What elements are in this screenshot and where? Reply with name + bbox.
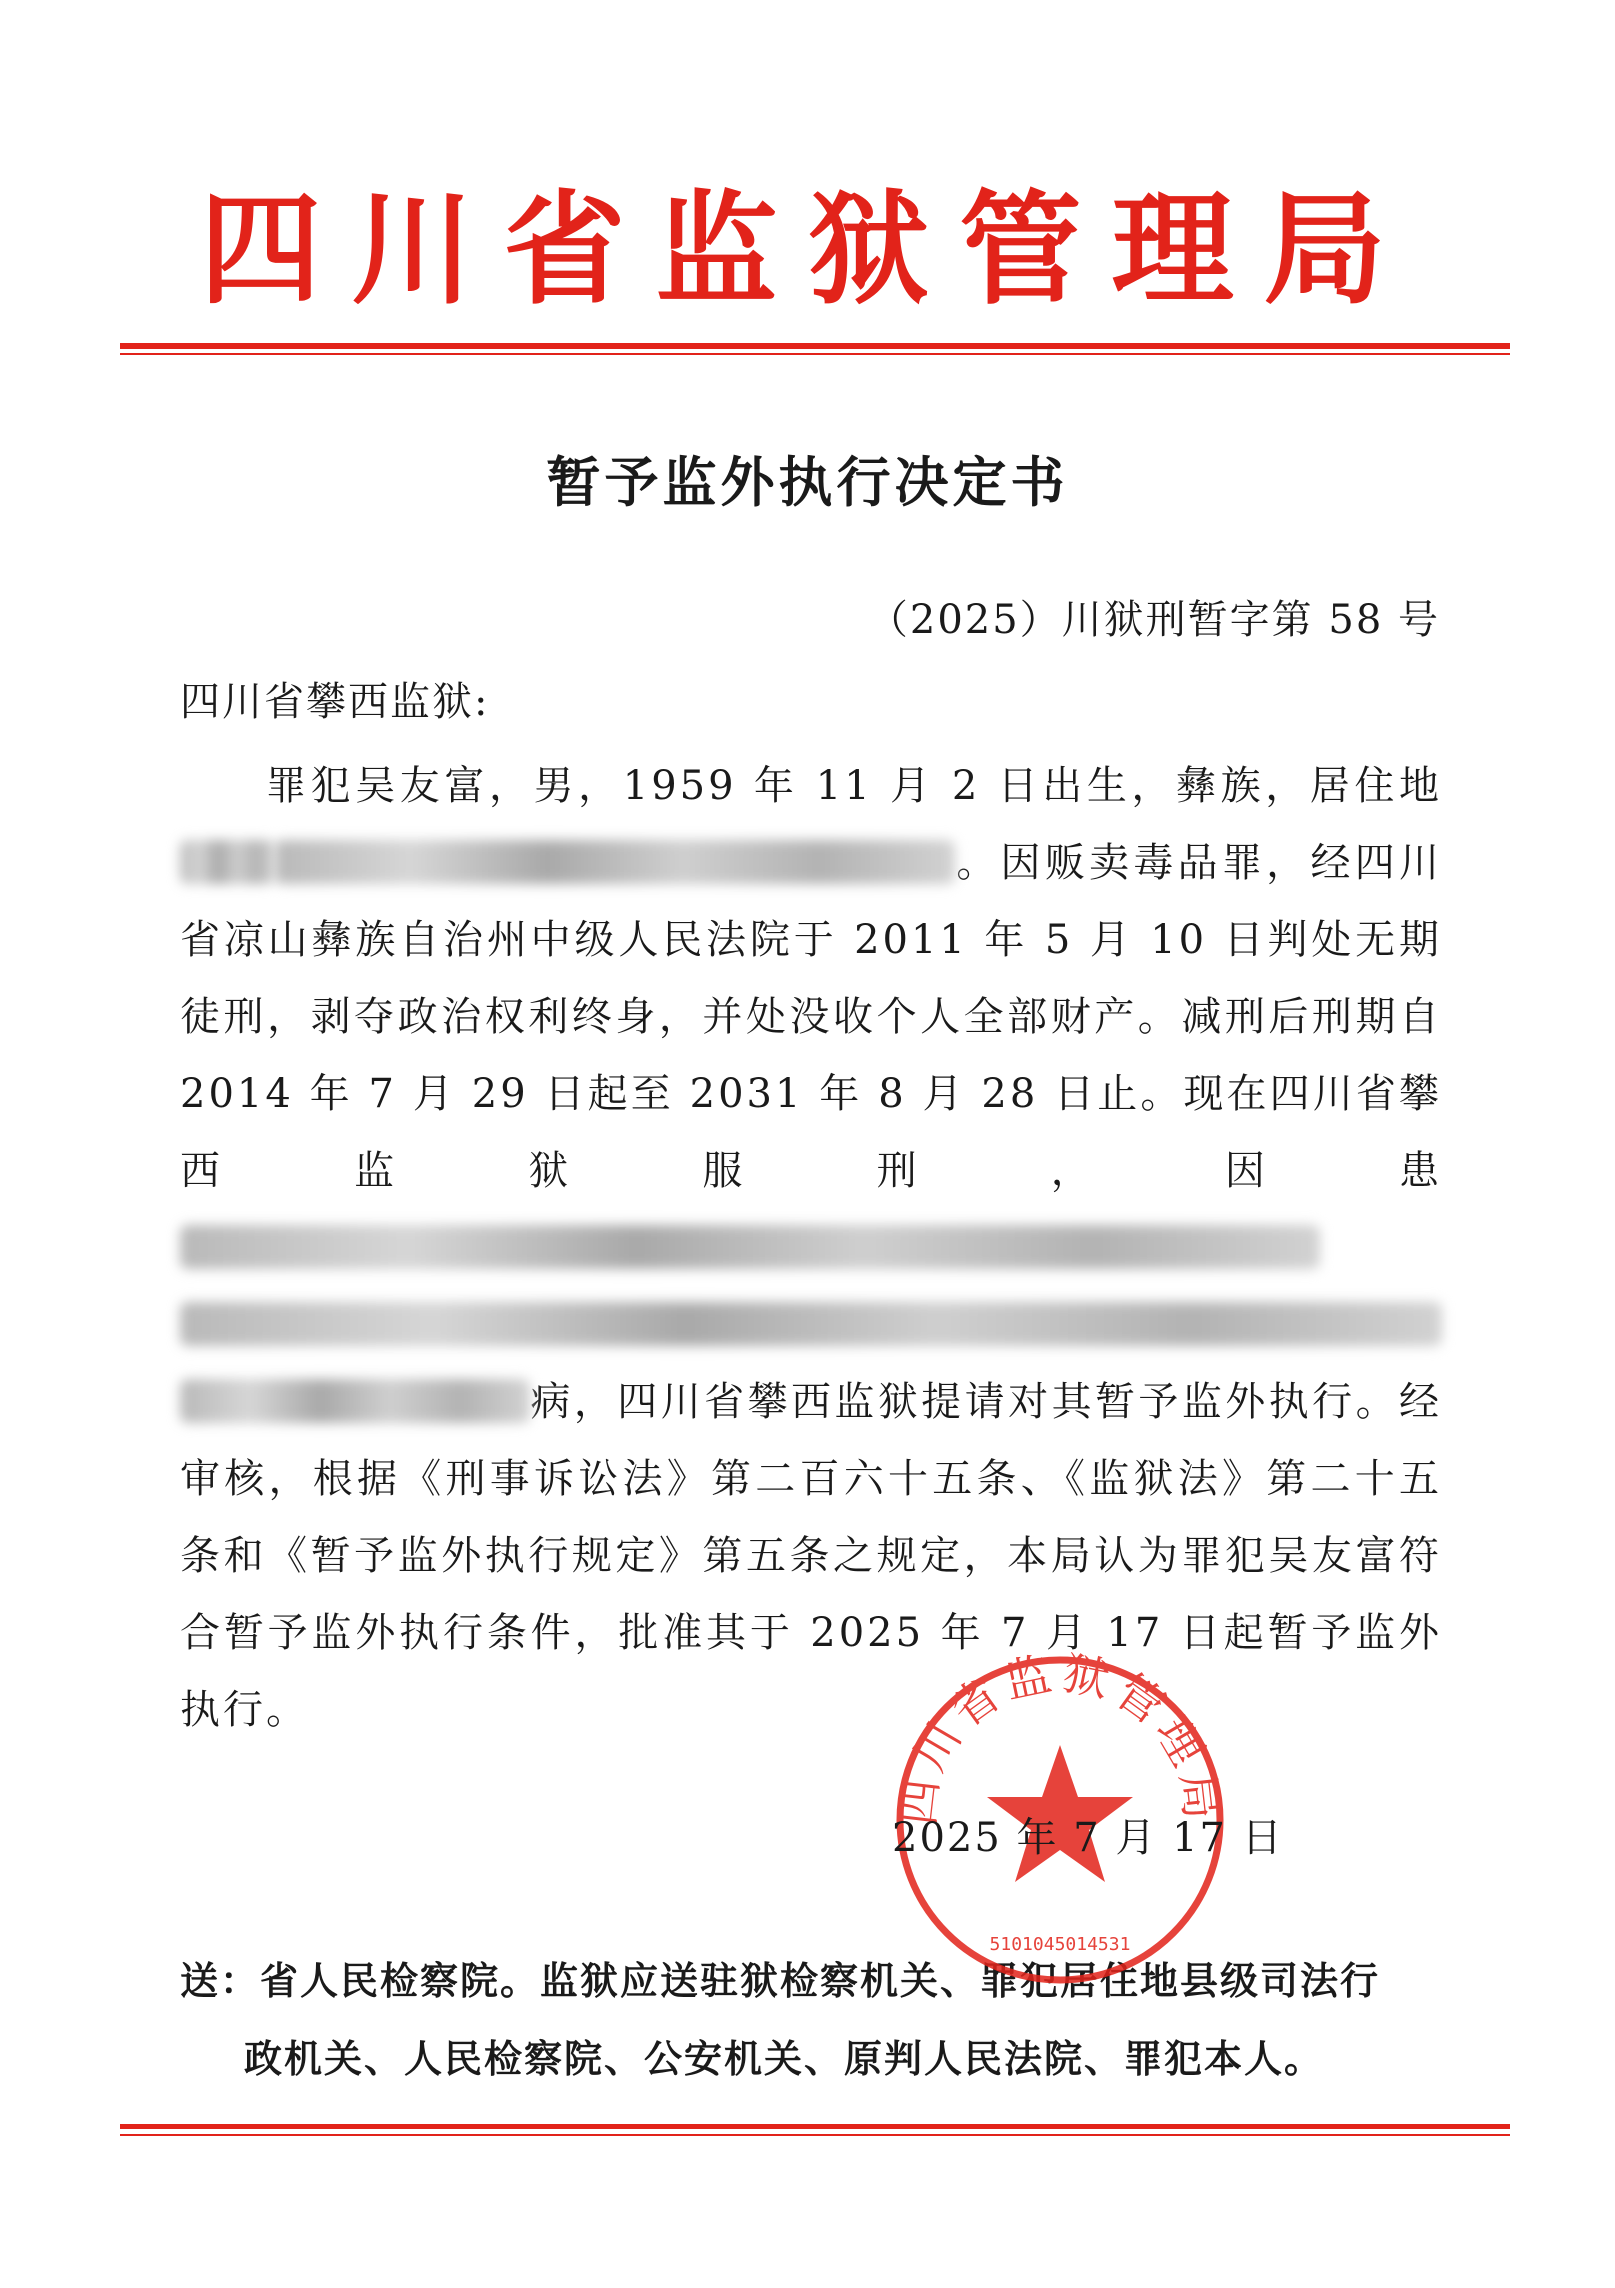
distribution-line-2: 政机关、人民检察院、公安机关、原判人民法院、罪犯本人。 xyxy=(244,2037,1325,2081)
redacted-address-part-2 xyxy=(275,840,955,884)
letterhead-org-name: 四川省监狱管理局 xyxy=(199,179,1416,321)
distribution-list xyxy=(180,1942,1480,2098)
redacted-address-part-1 xyxy=(180,840,275,884)
body-text-part-1: 罪犯吴友富，男，1959 年 11 月 2 日出生，彝族，居住地 xyxy=(266,763,1442,809)
seal-code: 5101045014531 xyxy=(989,1934,1131,1955)
letterhead-rule-thin xyxy=(120,353,1510,355)
recipient-line: 四川省攀西监狱: xyxy=(180,679,490,725)
document-title: 暂予监外执行决定书 xyxy=(546,451,1069,514)
body-text-part-3: 病，四川省攀西监狱提请对其暂予监外执行。经审核，根据《刑事诉讼法》第二百六十五条、《监狱法》第二十五条和《暂予监外执行规定》第五条之规定，本局认为罪犯吴友富符合暂予监外执行条件，批准其于 2025 年 7 月 17 日起暂予监外执行。 xyxy=(180,1379,1442,1733)
document-body xyxy=(180,748,1442,1749)
distribution-line-1: 送：省人民检察院。监狱应送驻狱检察机关、罪犯居住地县级司法行 xyxy=(180,1959,1381,2003)
redacted-illness-part-3 xyxy=(180,1379,530,1423)
redacted-illness-part-2 xyxy=(180,1302,1442,1346)
document-date: 2025 年 7 月 17 日 xyxy=(892,1815,1284,1861)
redacted-illness-part-1 xyxy=(180,1225,1320,1269)
seal-text: 四川省监狱管理局 xyxy=(890,1650,1230,1828)
footer-rule-thick xyxy=(120,2124,1510,2129)
body-text-part-2: 。因贩卖毒品罪，经四川省凉山彝族自治州中级人民法院于 2011 年 5 月 10 日判处无期徒刑，剥夺政治权利终身，并处没收个人全部财产。减刑后刑期自 2014 年 7 月 29 日起至 2031 年 8 月 28 日止。现在四川省攀西监狱服刑，因患 xyxy=(180,840,1442,1194)
letterhead-rule-thick xyxy=(120,343,1510,349)
document-number: （2025）川狱刑暂字第 58 号 xyxy=(867,597,1440,643)
footer-rule-thin xyxy=(120,2134,1510,2136)
